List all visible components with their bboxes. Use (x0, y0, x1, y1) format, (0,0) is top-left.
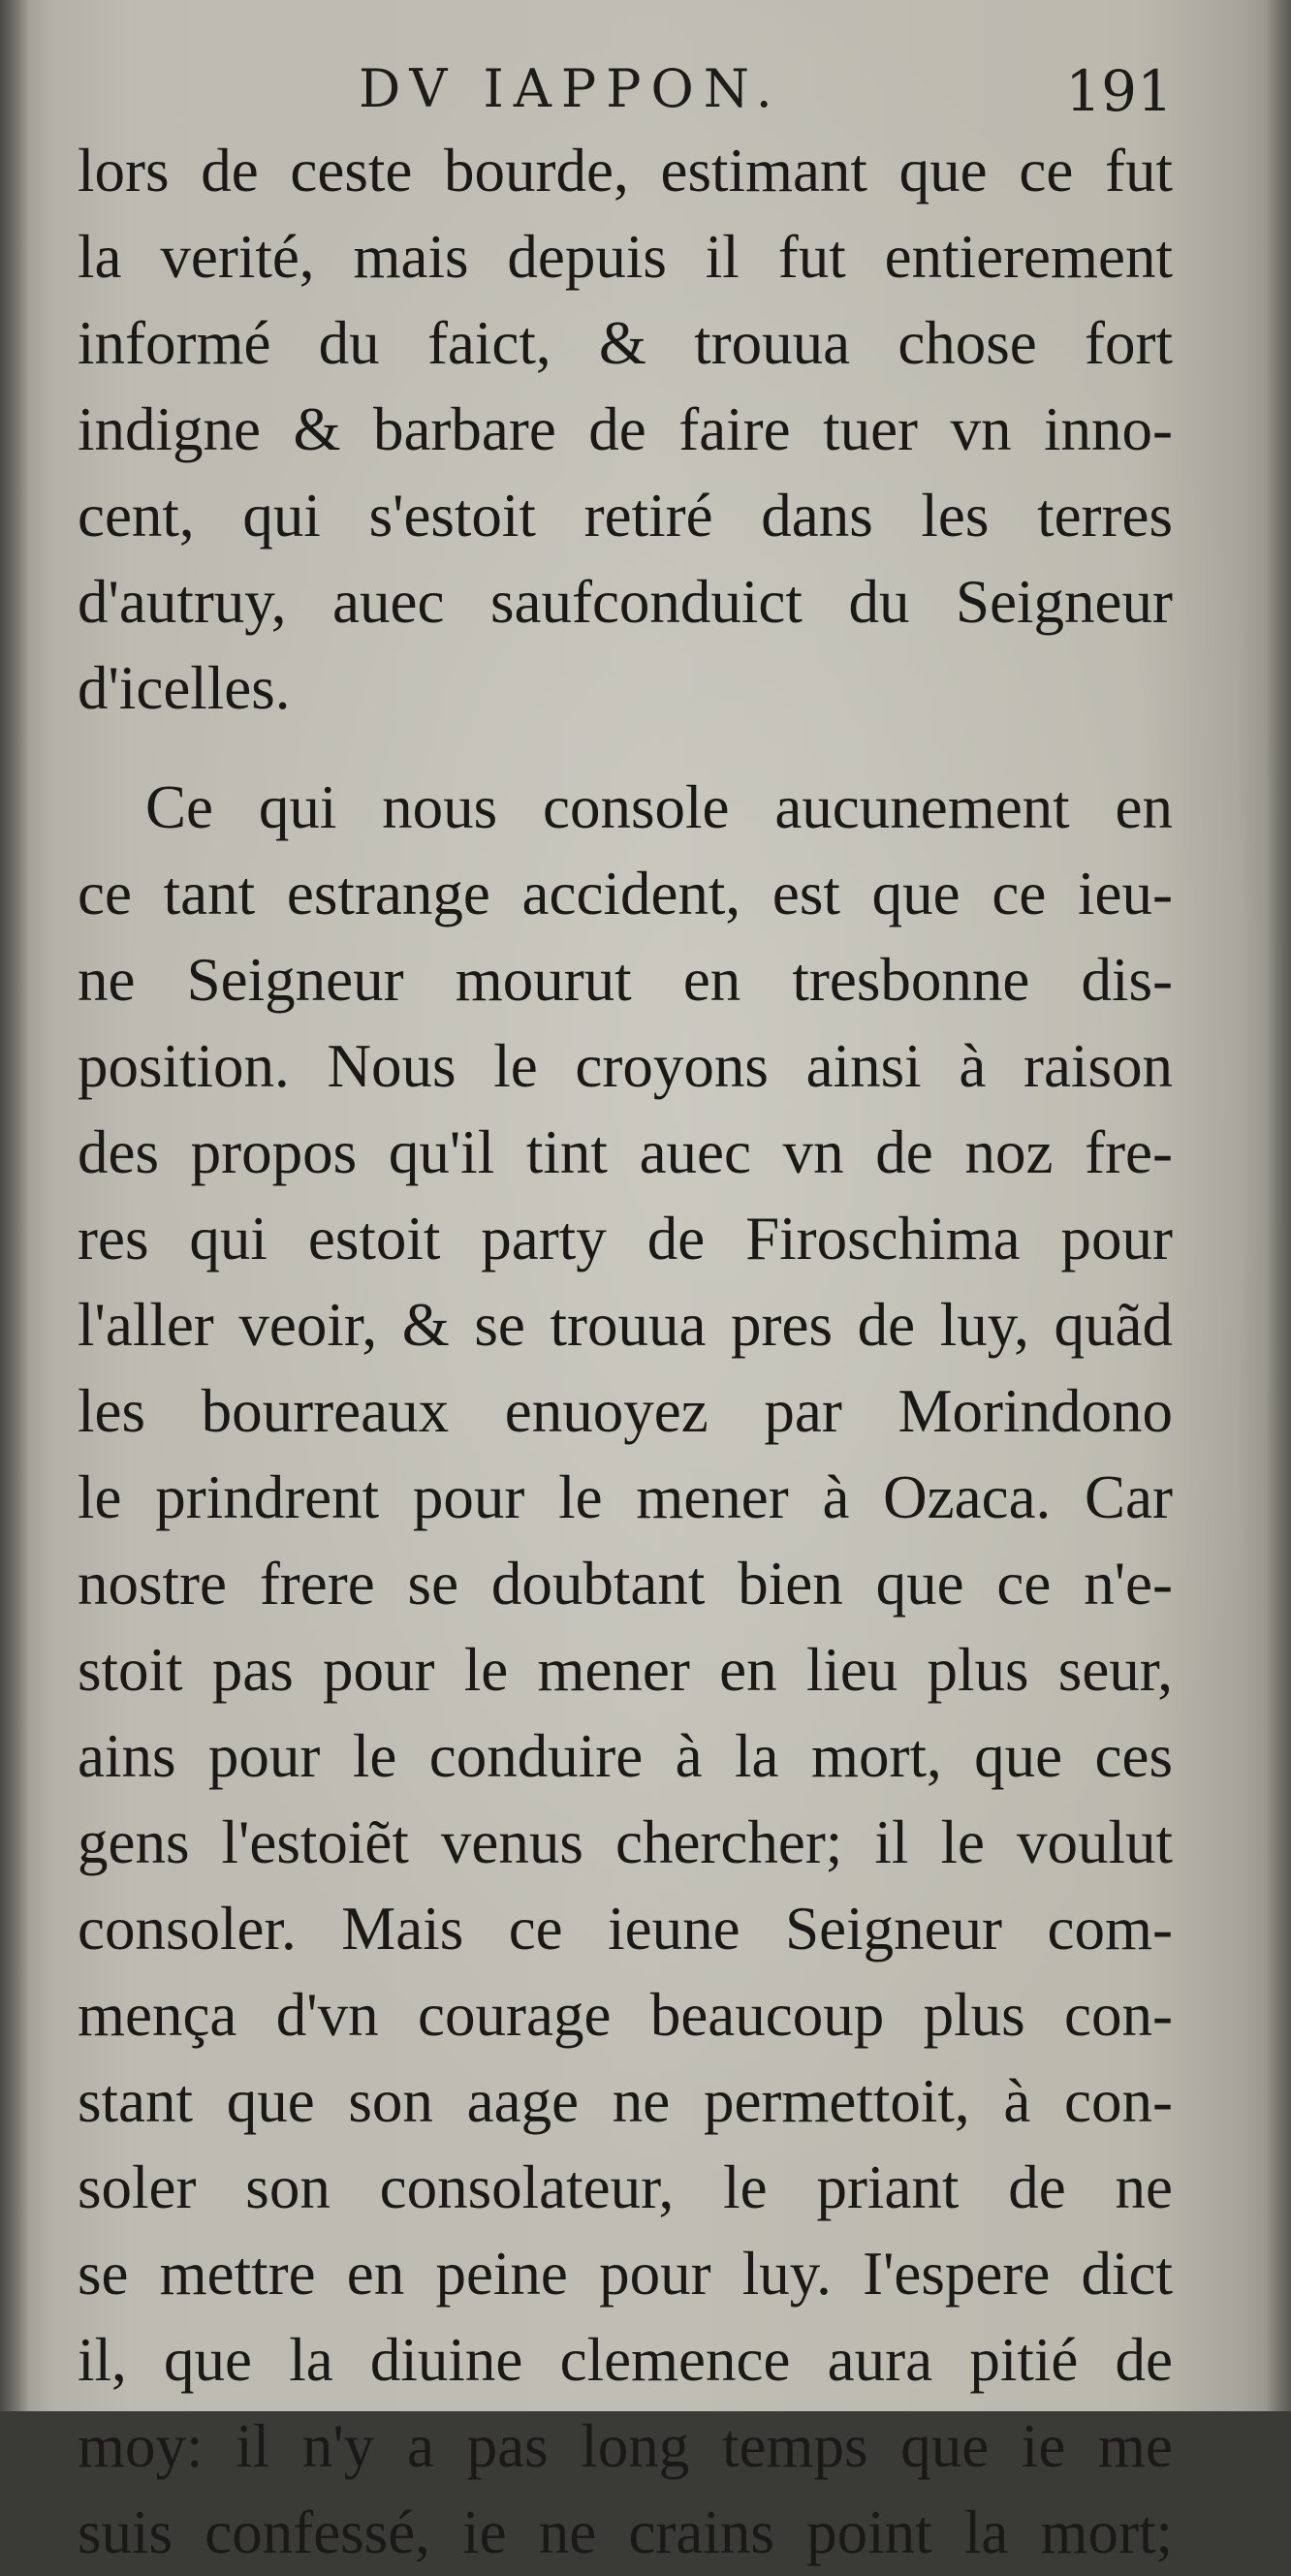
paragraph (78, 128, 1173, 732)
text-line: res qui estoit party de Firoschima pour (78, 1205, 1173, 1272)
text-line: d'autruy, auec saufconduict du Seigneur (78, 568, 1173, 636)
text-line: des propos qu'il tint auec vn de noz fre- (78, 1118, 1173, 1186)
page-edge-shadow-left (0, 0, 29, 2411)
text-line: le prindrent pour le mener à Ozaca. Car (78, 1463, 1173, 1531)
text-line: informé du faict, & trouua chose fort (78, 309, 1173, 377)
text-line: indigne & barbare de faire tuer vn inno- (78, 395, 1173, 463)
text-line: consoler. Mais ce ieune Seigneur com- (78, 1895, 1173, 1963)
paragraph (78, 765, 1173, 2576)
text-line: moy: il n'y a pas long temps que ie me (78, 2412, 1173, 2480)
page-header (78, 58, 1173, 126)
text-line: cent, qui s'estoit retiré dans les terres (78, 482, 1173, 550)
text-line: la verité, mais depuis il fut entierement (78, 223, 1173, 291)
text-line: Ce qui nous console aucunement en (145, 773, 1173, 841)
text-line: l'aller veoir, & se trouua pres de luy, quãd (78, 1291, 1173, 1359)
text-line: gens l'estoiẽt venus chercher; il le voulut (78, 1808, 1173, 1876)
text-line: mença d'vn courage beaucoup plus con- (78, 1981, 1173, 2049)
text-line: stoit pas pour le mener en lieu plus seur, (78, 1636, 1173, 1704)
page-edge-shadow-right (1266, 0, 1291, 2411)
text-line: position. Nous le croyons ainsi à raison (78, 1032, 1173, 1100)
text-line: se mettre en peine pour luy. I'espere dict (78, 2240, 1173, 2308)
text-line: les bourreaux enuoyez par Morindono (78, 1377, 1173, 1445)
text-line: stant que son aage ne permettoit, à con- (78, 2067, 1173, 2135)
text-line: il, que la diuine clemence aura pitié de (78, 2326, 1173, 2394)
text-line: suis confessé, ie ne crains point la mort; (78, 2498, 1173, 2566)
text-line: lors de ceste bourde, estimant que ce fut (78, 137, 1173, 204)
text-line: ains pour le conduire à la mort, que ces (78, 1722, 1173, 1790)
running-head: DV IAPPON. (359, 58, 782, 119)
text-line: nostre frere se doubtant bien que ce n'e- (78, 1550, 1173, 1618)
text-line: ce tant estrange accident, est que ce ieu- (78, 860, 1173, 927)
text-line: d'icelles. (78, 654, 291, 722)
body-text (78, 128, 1173, 2576)
paragraph-gap (78, 732, 1173, 765)
page-number: 191 (1065, 58, 1173, 124)
text-line: ne Seigneur mourut en tresbonne dis- (78, 946, 1173, 1014)
text-line: soler son consolateur, le priant de ne (78, 2153, 1173, 2221)
